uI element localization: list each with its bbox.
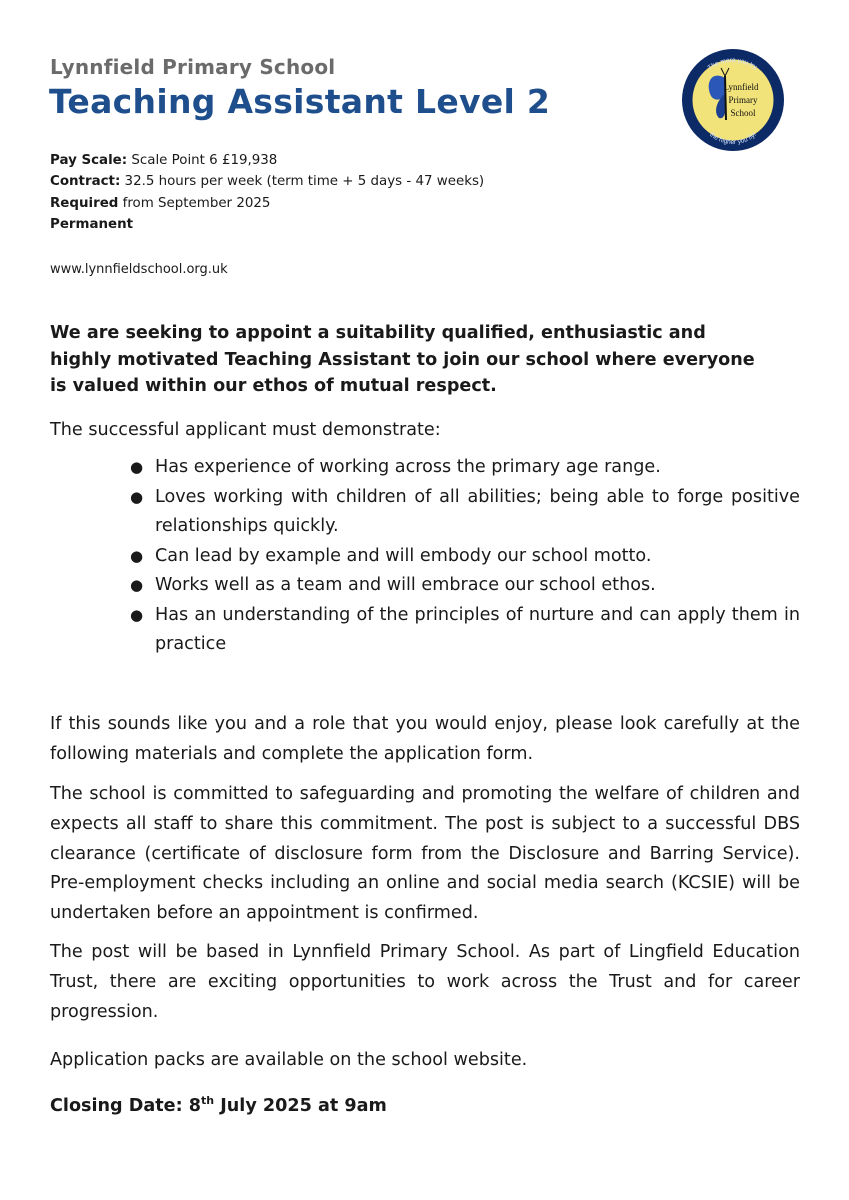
pay-scale-line: Pay Scale: Scale Point 6 £19,938 bbox=[50, 153, 278, 168]
permanent-line: Permanent bbox=[50, 217, 134, 233]
school-logo bbox=[681, 48, 785, 152]
list-item: ● Works well as a team and will embrace our school ethos. bbox=[130, 571, 800, 601]
list-item: ● Loves working with children of all abilities; being able to forge positive relationships quickly. bbox=[130, 483, 800, 542]
page-title: Teaching Assistant Level 2 bbox=[49, 82, 551, 121]
list-item: ● Has an understanding of the principles of nurture and can apply them in practice bbox=[130, 601, 800, 660]
logo-motto-bottom: the higher you fly! bbox=[708, 131, 758, 147]
school-name: Lynnfield Primary School bbox=[50, 55, 336, 79]
paragraph-interest: If this sounds like you and a role that you would enjoy, please look carefully at the following materials and complete the application form. bbox=[50, 714, 800, 764]
job-details bbox=[50, 150, 484, 236]
logo-motto-top: The more you try, bbox=[706, 56, 760, 72]
requirements-list bbox=[130, 453, 800, 660]
intro-text: The successful applicant must demonstrate: bbox=[50, 420, 441, 440]
bullet-icon: ● bbox=[130, 487, 144, 506]
bullet-icon: ● bbox=[130, 576, 144, 594]
bullet-icon: ● bbox=[130, 546, 144, 565]
contract-line: Contract: 32.5 hours per week (term time + 5 days - 47 weeks) bbox=[50, 174, 485, 190]
website-link[interactable]: www.lynnfieldschool.org.uk bbox=[50, 262, 228, 277]
logo-line3: School bbox=[730, 108, 756, 118]
closing-date: Closing Date: 8th July 2025 at 9am bbox=[50, 1094, 387, 1116]
list-item: ● Has experience of working across the primary age range. bbox=[130, 453, 800, 483]
lead-statement: We are seeking to appoint a suitability qualified, enthusiastic and highly motivated Teaching Assistant to join our school where everyone is valued within our ethos of mutual respect. bbox=[50, 323, 755, 396]
paragraph-safeguarding: The school is committed to safeguarding and promoting the welfare of children and expects all staff to share this commitment. The post is subject to a successful DBS clearance (certificate of disclosure form from the Disclosure and Barring Service). Pre-employment checks including an online and social media search (KCSIE) will be undertaken before an appointment is confirmed. bbox=[50, 784, 800, 924]
paragraph-trust: The post will be based in Lynnfield Primary School. As part of Lingfield Education Trust, there are exciting opportunities to work across the Trust and for career progression. bbox=[50, 942, 800, 1022]
logo-line1: Lynnfield bbox=[723, 82, 759, 92]
list-item: ● Can lead by example and will embody our school motto. bbox=[130, 542, 800, 572]
required-line: Required from September 2025 bbox=[50, 195, 271, 211]
logo-line2: Primary bbox=[728, 95, 758, 105]
bullet-icon: ● bbox=[130, 605, 144, 624]
bullet-icon: ● bbox=[130, 458, 144, 476]
paragraph-packs: Application packs are available on the school website. bbox=[50, 1050, 528, 1070]
